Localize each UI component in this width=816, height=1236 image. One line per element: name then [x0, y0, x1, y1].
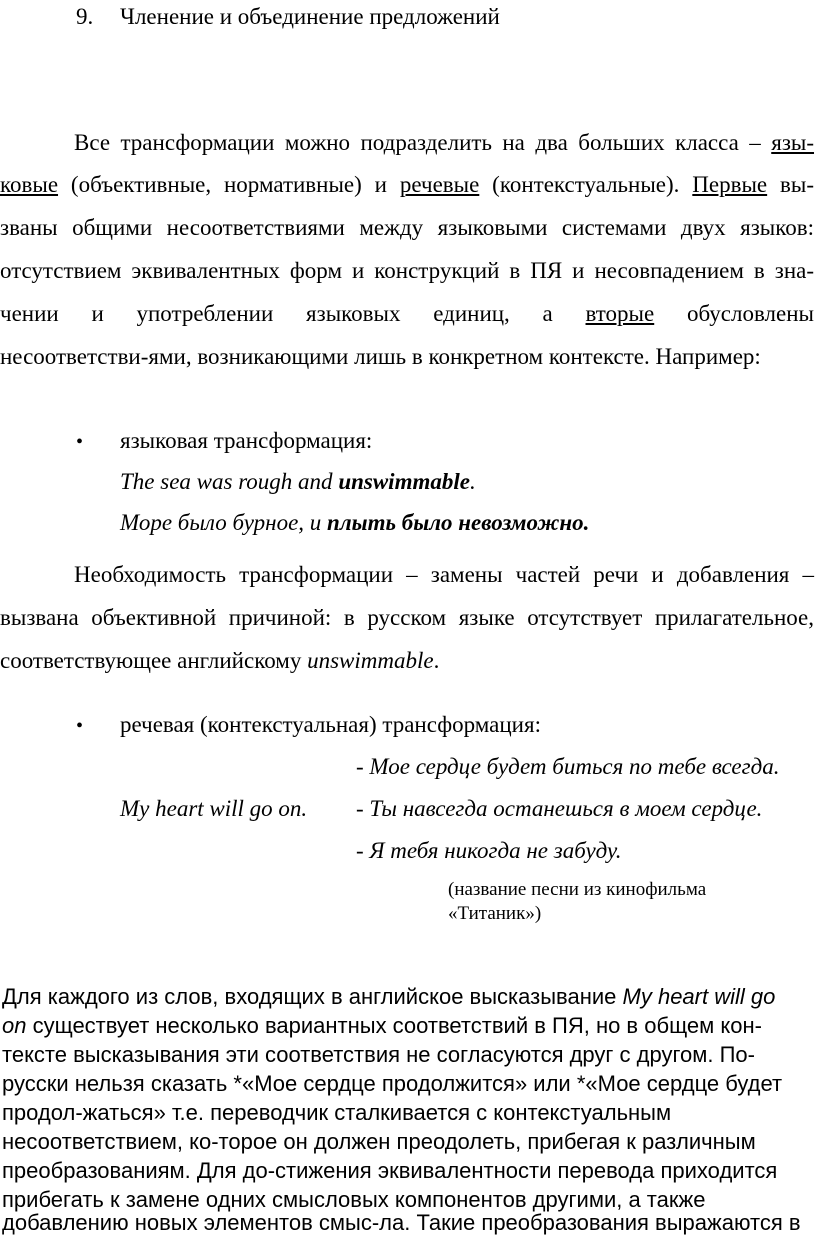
para1-line6: несоответстви-ями, возникающими лишь в конкретном контексте. Например:	[0, 344, 761, 369]
bullet1-label: языковая трансформация:	[120, 428, 373, 453]
para1-line3: званы общими несоответствиями между языковыми системами двух языков:	[0, 215, 814, 240]
para1-line1: Все трансформации можно подразделить на два больших класса – язы-	[74, 130, 815, 155]
para1-line2: ковые (объективные, нормативные) и речевые (контекстуальные). Первые вы-	[0, 172, 814, 197]
para3-line6: несоответствием, ко-торое он должен преодолеть, прибегая к различным	[2, 1129, 756, 1154]
note-line2: «Титаник»)	[448, 903, 542, 924]
song-title-english: My heart will go on.	[120, 796, 308, 821]
para3-line5: продол-жаться» т.е. переводчик сталкивается с контекстуальным	[2, 1100, 672, 1125]
para3-line4: русски нельзя сказать *«Мое сердце продолжится» или *«Мое сердце будет	[2, 1071, 783, 1096]
para1-line5: чении и употреблении языковых единиц, а вторые обусловлены	[0, 301, 814, 326]
example-russian: Море было бурное, и плыть было невозможно.	[120, 510, 590, 535]
para3-line7: преобразованиям. Для до-стижения эквивалентности перевода приходится	[2, 1158, 778, 1183]
para2-line2: вызвана объективной причиной: в русском языке отсутствует прилагательное,	[0, 605, 814, 630]
bullet2-label: речевая (контекстуальная) трансформация:	[120, 712, 541, 737]
para3-line1: Для каждого из слов, входящих в английское высказывание My heart will go	[2, 984, 776, 1009]
bullet-icon: •	[76, 715, 84, 737]
variant-2: - Ты навсегда останешься в моем сердце.	[356, 796, 763, 821]
para1-line4: отсутствием эквивалентных форм и конструкций в ПЯ и несовпадением в зна-	[0, 258, 814, 283]
para2-line3: соответствующее английскому unswimmable.	[0, 648, 440, 673]
note-line1: (название песни из кинофильма	[448, 879, 707, 900]
para3-line8: прибегать к замене одних смысловых компонентов другими, а также	[2, 1187, 706, 1212]
para3-line9: добавлению новых элементов смыс-ла. Такие преобразования выражаются в	[2, 1210, 801, 1235]
bullet-icon: •	[76, 431, 84, 453]
section-heading	[76, 4, 500, 30]
section-number: 9.	[76, 4, 94, 29]
term-language-underlined: язы-	[771, 130, 815, 155]
para3-line2: on существует несколько вариантных соответствий в ПЯ, но в общем кон-	[2, 1013, 762, 1038]
para2-line1: Необходимость трансформации – замены частей речи и добавления –	[74, 562, 814, 587]
variant-3: - Я тебя никогда не забуду.	[356, 838, 622, 863]
section-title: Членение и объединение предложений	[120, 4, 500, 29]
term-first-underlined: Первые	[692, 172, 768, 197]
term-speech-underlined: речевые	[399, 172, 480, 197]
example-english: The sea was rough and unswimmable.	[120, 469, 476, 494]
term-second-underlined: вторые	[585, 301, 655, 326]
para3-line3: тексте высказывания эти соответствия не согласуются друг с другом. По-	[2, 1042, 755, 1067]
variant-1: - Мое сердце будет биться по тебе всегда.	[356, 754, 780, 779]
